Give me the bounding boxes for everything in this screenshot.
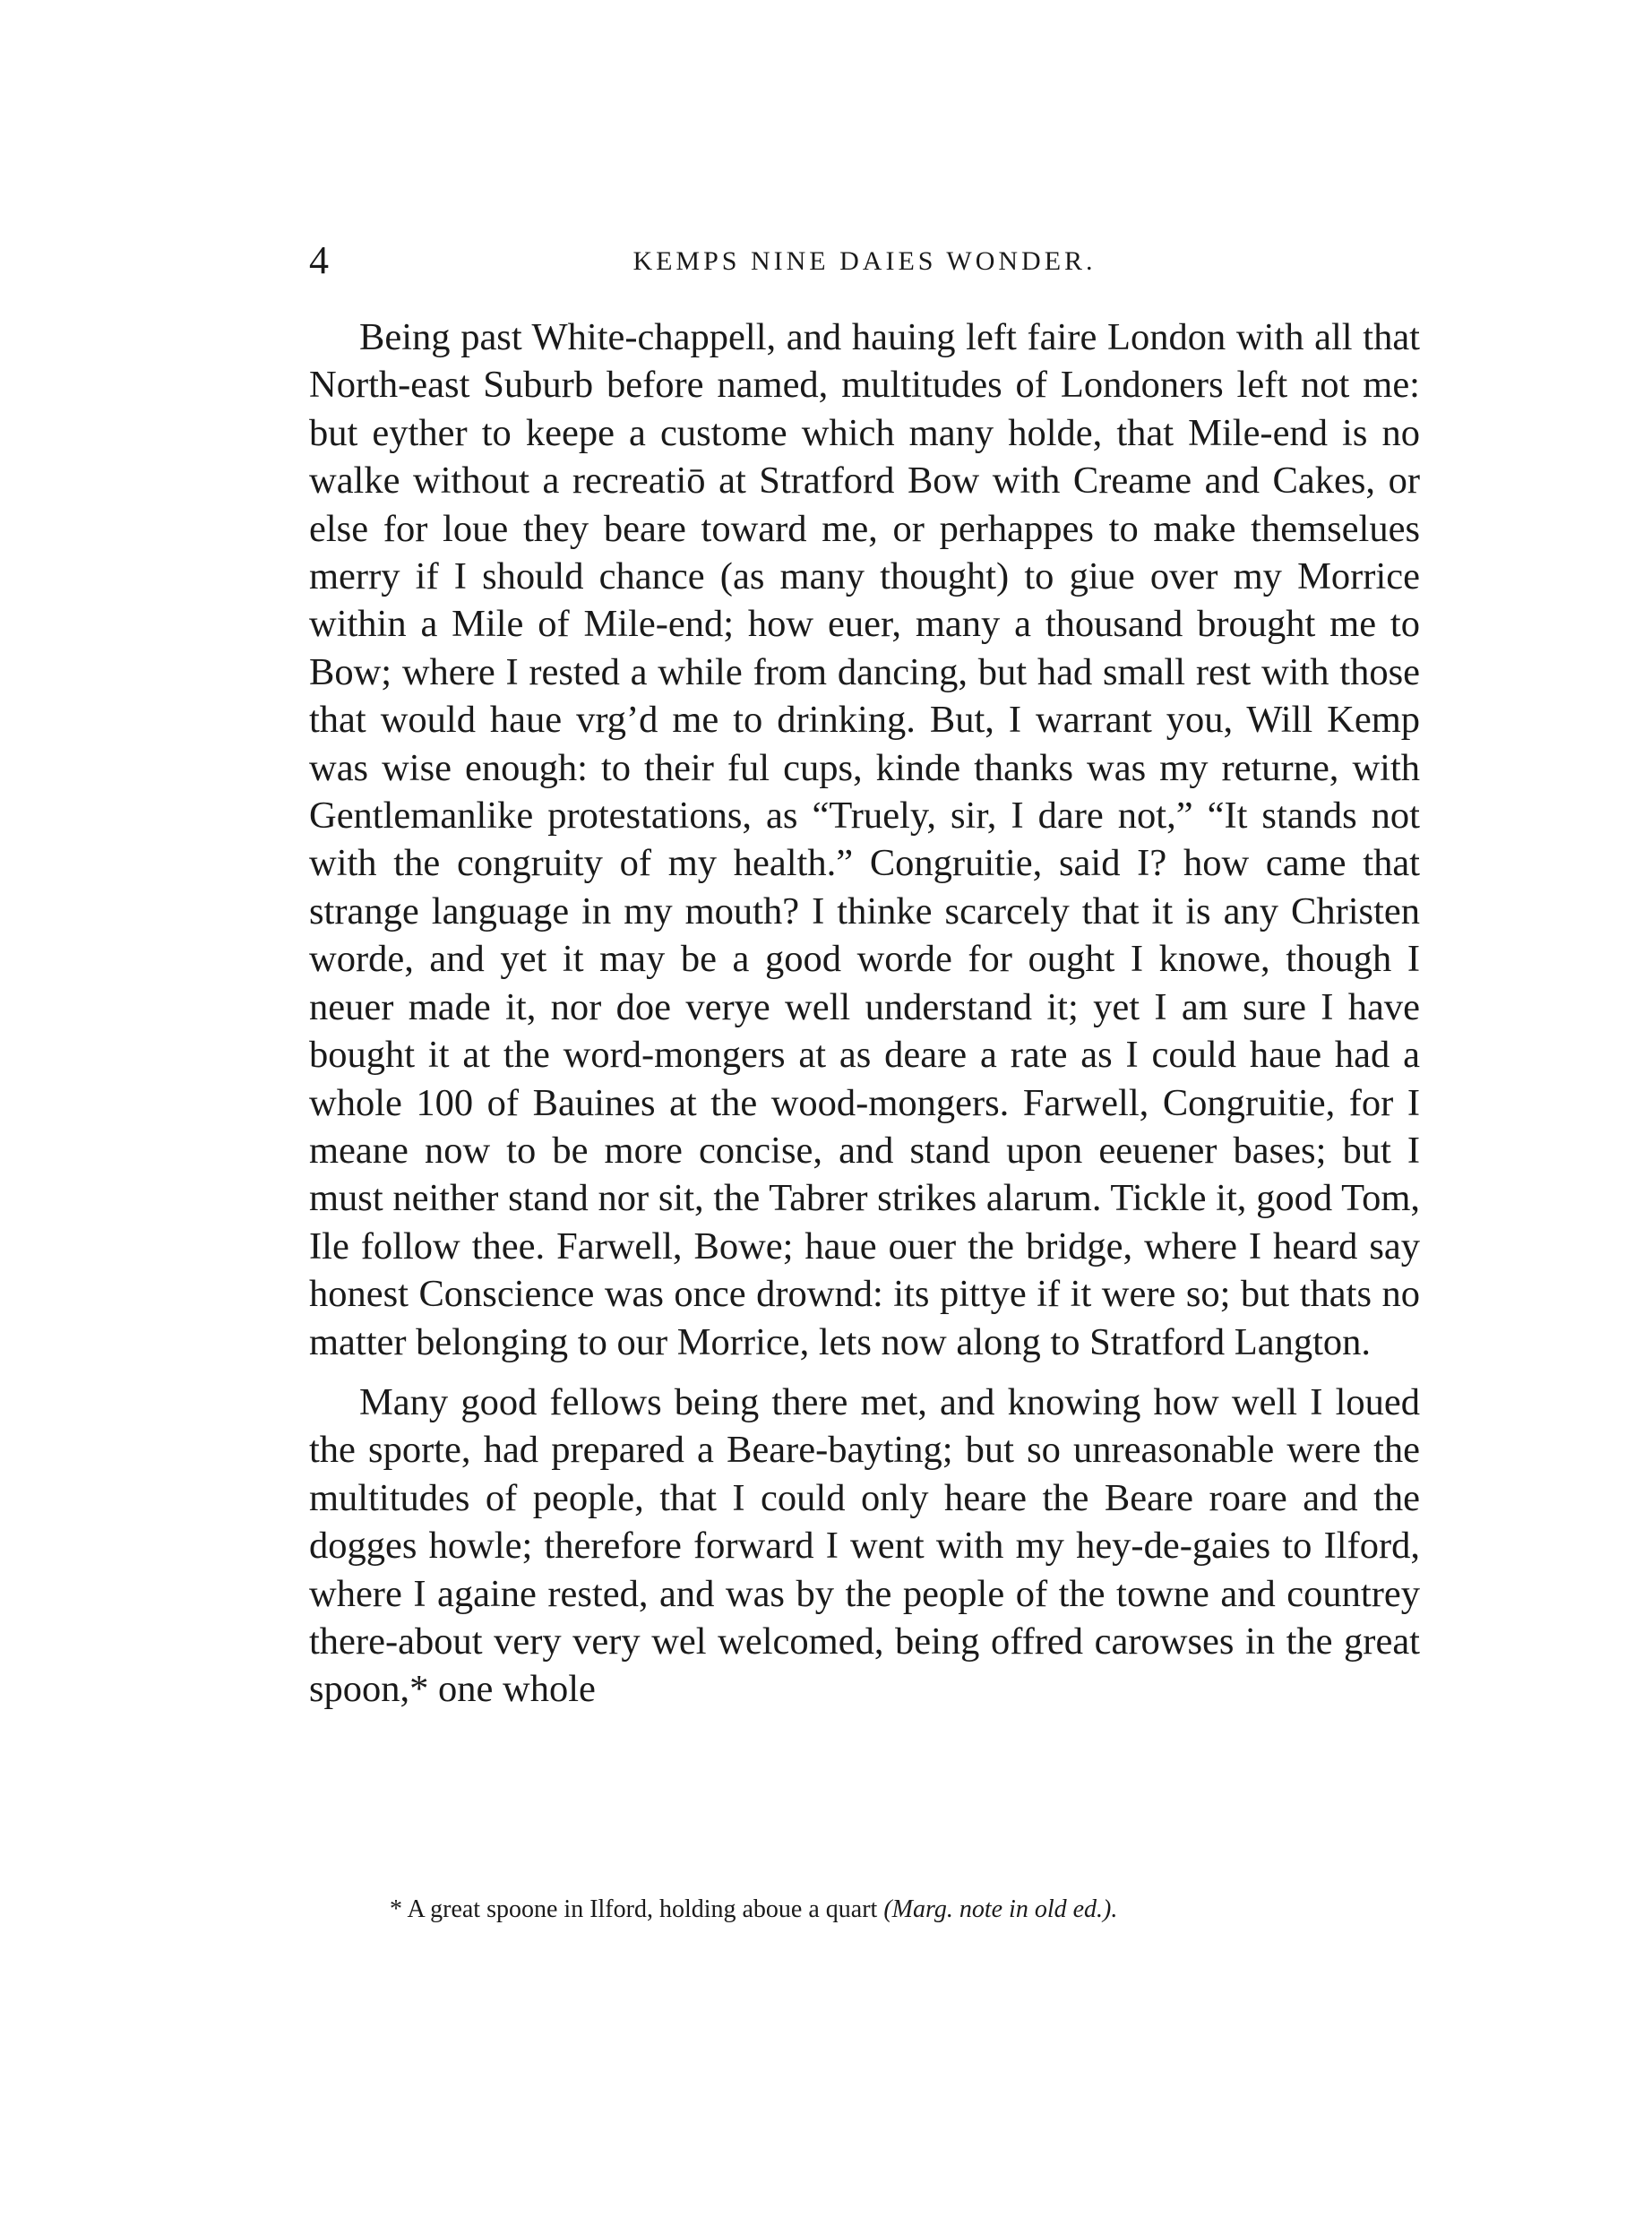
page-header xyxy=(309,238,1420,283)
paragraph-2: Many good fellows being there met, and knowing how well I loued the sporte, had prepared a Beare-bayting; but so unreasonable were the multitudes of people, that I could only heare the Beare roare and the dogges howle; therefore forward I went with my hey-de-gaies to Ilford, where I againe rested, and was by the people of the towne and countrey there-about very very wel welcomed, being offred carowses in the great spoon,* one whole xyxy=(309,1380,1420,1711)
body-text xyxy=(309,314,1420,1714)
footnote xyxy=(309,1892,1420,1928)
page-number: 4 xyxy=(309,238,329,282)
footnote-marginal-note: (Marg. note in old ed.). xyxy=(883,1895,1118,1923)
paragraph-1: Being past White-chappell, and hauing left faire London with all that North-east Suburb before named, multitudes of Londoners left not me: but eyther to keepe a custome which many holde, that Mile-end is no walke without a recreatiō at Stratford Bow with Creame and Cakes, or else for loue they beare toward me, or perhappes to make themselues merry if I should chance (as many thought) to giue over my Morrice within a Mile of Mile-end; how euer, many a thousand brought me to Bow; where I rested a while from dancing, but had small rest with those that would haue vrg’d me to drinking. But, I warrant you, Will Kemp was wise enough: to their ful cups, kinde thanks was my returne, with Gentlemanlike protestations, as “Truely, sir, I dare not,” “It stands not with the congruity of my health.” Congruitie, said I? how came that strange language in my mouth? I thinke scarcely that it is any Christen worde, and yet it may be a good worde for ought I knowe, though I neuer made it, nor doe verye well understand it; yet I am sure I have bought it at the word-mongers at as deare a rate as I could haue had a whole 100 of Bauines at the wood-mongers. Farwell, Congruitie, for I meane now to be more concise, and stand upon eeuener bases; but I must neither stand nor sit, the Tabrer strikes alarum. Tickle it, good Tom, Ile follow thee. Farwell, Bowe; haue ouer the bridge, where I heard say honest Conscience was once drownd: its pittye if it were so; but thats no matter belonging to our Morrice, lets now along to Stratford Langton. xyxy=(309,316,1420,1363)
footnote-text: * A great spoone in Ilford, holding aboue a quart xyxy=(390,1895,878,1923)
running-title: KEMPS NINE DAIES WONDER. xyxy=(632,246,1097,276)
